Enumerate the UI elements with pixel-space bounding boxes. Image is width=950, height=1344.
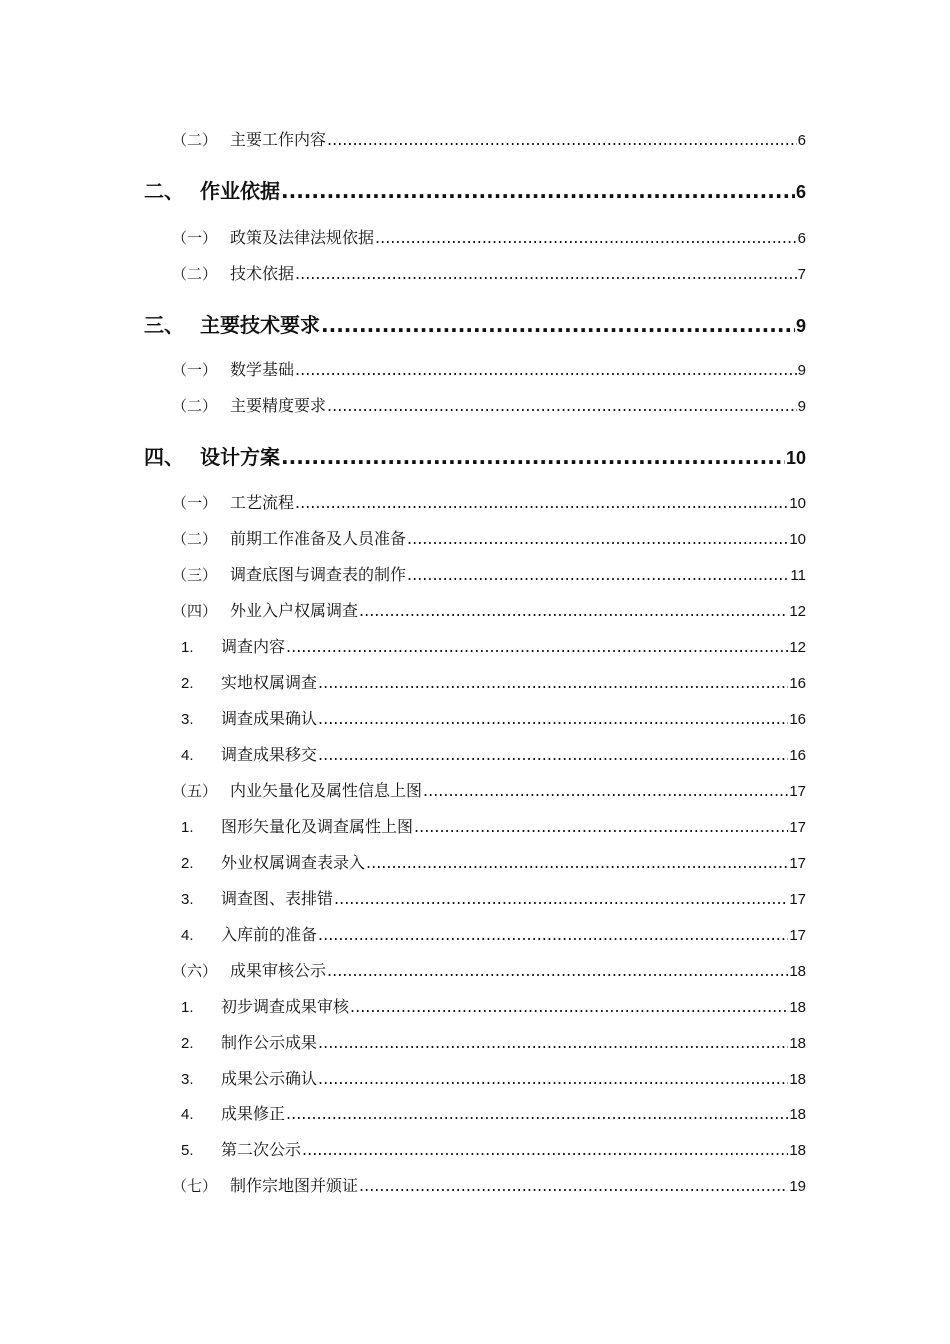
toc-entry[interactable] xyxy=(181,1030,806,1053)
toc-entry-number: （二） xyxy=(172,397,218,415)
toc-entry-number: 5. xyxy=(181,1142,194,1159)
toc-dot-leader xyxy=(295,360,797,379)
toc-entry-title: 初步调查成果审核 xyxy=(221,997,350,1016)
toc-dot-leader xyxy=(366,853,788,872)
toc-dot-leader xyxy=(281,179,795,203)
toc-entry[interactable] xyxy=(181,1101,806,1124)
toc-entry-page-number: 17 xyxy=(789,819,806,836)
toc-entry-title: 成果修正 xyxy=(221,1104,286,1123)
toc-entry-title: 调查成果移交 xyxy=(221,745,318,764)
toc-entry[interactable] xyxy=(172,357,806,380)
toc-entry[interactable] xyxy=(172,127,806,150)
toc-dot-leader xyxy=(359,1176,788,1195)
toc-entry[interactable] xyxy=(172,958,806,981)
toc-entry-number: （二） xyxy=(172,530,218,548)
toc-dot-leader xyxy=(327,396,797,415)
toc-entry[interactable] xyxy=(172,1173,806,1196)
toc-entry-title: 成果公示确认 xyxy=(221,1069,318,1088)
toc-entry[interactable] xyxy=(181,634,806,657)
toc-entry-number: 4. xyxy=(181,927,194,944)
toc-entry-number: （七） xyxy=(172,1177,218,1195)
toc-entry-number: （一） xyxy=(172,229,218,247)
toc-entry-title: 制作宗地图并颁证 xyxy=(230,1176,359,1195)
toc-entry[interactable] xyxy=(144,441,806,470)
toc-entry-number: 4. xyxy=(181,1106,194,1123)
toc-entry-number: 1. xyxy=(181,819,194,836)
toc-entry-page-number: 17 xyxy=(789,891,806,908)
toc-entry-number: 二、 xyxy=(144,179,184,203)
toc-entry-title: 内业矢量化及属性信息上图 xyxy=(230,781,423,800)
toc-entry-title: 数学基础 xyxy=(230,360,295,379)
toc-dot-leader xyxy=(327,130,797,149)
toc-entry[interactable] xyxy=(172,393,806,416)
toc-dot-leader xyxy=(318,1069,788,1088)
toc-entry[interactable] xyxy=(144,309,806,338)
toc-entry-number: （四） xyxy=(172,602,218,620)
toc-entry-page-number: 17 xyxy=(789,927,806,944)
toc-entry-page-number: 17 xyxy=(789,855,806,872)
toc-entry[interactable] xyxy=(181,886,806,909)
toc-entry-page-number: 12 xyxy=(789,639,806,656)
toc-entry-number: 2. xyxy=(181,1035,194,1052)
toc-entry-title: 调查底图与调查表的制作 xyxy=(230,565,407,584)
toc-entry[interactable] xyxy=(172,261,806,284)
toc-dot-leader xyxy=(302,1140,788,1159)
toc-dot-leader xyxy=(407,529,788,548)
toc-dot-leader xyxy=(375,228,797,247)
toc-entry-page-number: 12 xyxy=(789,603,806,620)
toc-entry[interactable] xyxy=(181,670,806,693)
toc-entry[interactable] xyxy=(181,706,806,729)
toc-entry-page-number: 10 xyxy=(789,495,806,512)
toc-dot-leader xyxy=(318,745,788,764)
toc-entry-title: 调查成果确认 xyxy=(221,709,318,728)
toc-entry[interactable] xyxy=(181,922,806,945)
toc-entry-number: （一） xyxy=(172,361,218,379)
toc-entry-number: （五） xyxy=(172,782,218,800)
toc-entry-title: 作业依据 xyxy=(200,179,280,203)
toc-dot-leader xyxy=(359,601,788,620)
toc-entry-title: 前期工作准备及人员准备 xyxy=(230,529,407,548)
toc-entry-title: 设计方案 xyxy=(200,445,280,469)
toc-entry-title: 第二次公示 xyxy=(221,1140,302,1159)
toc-entry-page-number: 18 xyxy=(789,963,806,980)
toc-entry-title: 外业权属调查表录入 xyxy=(221,853,366,872)
toc-entry-title: 制作公示成果 xyxy=(221,1033,318,1052)
toc-dot-leader xyxy=(281,445,785,469)
toc-entry[interactable] xyxy=(172,490,806,513)
toc-entry-page-number: 18 xyxy=(789,1035,806,1052)
toc-entry-number: 1. xyxy=(181,639,194,656)
toc-entry-number: 3. xyxy=(181,891,194,908)
toc-entry-page-number: 9 xyxy=(797,398,806,415)
toc-entry-page-number: 6 xyxy=(797,230,806,247)
toc-entry[interactable] xyxy=(172,778,806,801)
toc-entry-page-number: 6 xyxy=(795,182,806,202)
toc-entry-title: 调查内容 xyxy=(221,637,286,656)
toc-entry-page-number: 18 xyxy=(789,999,806,1016)
toc-entry[interactable] xyxy=(172,598,806,621)
toc-entry[interactable] xyxy=(172,225,806,248)
toc-entry-page-number: 10 xyxy=(785,448,806,468)
toc-entry-title: 入库前的准备 xyxy=(221,925,318,944)
toc-entry-title: 政策及法律法规依据 xyxy=(230,228,375,247)
toc-entry-title: 成果审核公示 xyxy=(230,961,327,980)
toc-dot-leader xyxy=(414,817,788,836)
toc-entry-page-number: 16 xyxy=(789,675,806,692)
toc-entry-page-number: 9 xyxy=(797,362,806,379)
toc-entry-number: （一） xyxy=(172,494,218,512)
toc-entry-title: 实地权属调查 xyxy=(221,673,318,692)
toc-entry[interactable] xyxy=(144,175,806,204)
toc-entry-number: 2. xyxy=(181,855,194,872)
toc-entry-page-number: 7 xyxy=(797,266,806,283)
toc-entry-page-number: 17 xyxy=(789,783,806,800)
toc-entry[interactable] xyxy=(181,1137,806,1160)
toc-entry-page-number: 16 xyxy=(789,747,806,764)
toc-entry-page-number: 6 xyxy=(797,132,806,149)
toc-dot-leader xyxy=(334,889,788,908)
toc-entry-title: 主要精度要求 xyxy=(230,396,327,415)
toc-entry-number: 三、 xyxy=(144,313,184,337)
toc-entry-number: 2. xyxy=(181,675,194,692)
toc-dot-leader xyxy=(286,1104,788,1123)
toc-entry-page-number: 18 xyxy=(789,1142,806,1159)
toc-dot-leader xyxy=(318,709,788,728)
toc-dot-leader xyxy=(318,925,788,944)
toc-dot-leader xyxy=(295,493,788,512)
toc-dot-leader xyxy=(407,565,789,584)
toc-entry-title: 工艺流程 xyxy=(230,493,295,512)
toc-entry-number: （二） xyxy=(172,265,218,283)
toc-entry-number: 1. xyxy=(181,999,194,1016)
toc-entry[interactable] xyxy=(181,850,806,873)
toc-entry-title: 调查图、表排错 xyxy=(221,889,334,908)
toc-entry[interactable] xyxy=(172,526,806,549)
toc-dot-leader xyxy=(318,1033,788,1052)
toc-dot-leader xyxy=(286,637,788,656)
toc-entry-number: （二） xyxy=(172,131,218,149)
toc-entry-page-number: 9 xyxy=(795,316,806,336)
toc-entry-number: 3. xyxy=(181,711,194,728)
toc-entry[interactable] xyxy=(181,994,806,1017)
toc-entry-page-number: 16 xyxy=(789,711,806,728)
toc-entry[interactable] xyxy=(181,1066,806,1089)
toc-entry[interactable] xyxy=(181,814,806,837)
toc-entry-page-number: 18 xyxy=(789,1106,806,1123)
toc-entry[interactable] xyxy=(172,562,806,585)
toc-dot-leader xyxy=(318,673,788,692)
toc-entry-title: 主要技术要求 xyxy=(200,313,320,337)
toc-entry-title: 外业入户权属调查 xyxy=(230,601,359,620)
toc-dot-leader xyxy=(295,264,797,283)
toc-entry-number: 3. xyxy=(181,1071,194,1088)
toc-dot-leader xyxy=(327,961,788,980)
toc-entry-title: 图形矢量化及调查属性上图 xyxy=(221,817,414,836)
toc-entry-number: 四、 xyxy=(144,445,184,469)
toc-dot-leader xyxy=(350,997,788,1016)
toc-entry-title: 主要工作内容 xyxy=(230,130,327,149)
toc-dot-leader xyxy=(321,313,795,337)
toc-entry-number: （六） xyxy=(172,962,218,980)
toc-entry[interactable] xyxy=(181,742,806,765)
toc-entry-page-number: 10 xyxy=(789,531,806,548)
toc-entry-page-number: 18 xyxy=(789,1071,806,1088)
toc-dot-leader xyxy=(423,781,788,800)
toc-entry-title: 技术依据 xyxy=(230,264,295,283)
toc-entry-number: 4. xyxy=(181,747,194,764)
toc-entry-page-number: 11 xyxy=(790,567,806,584)
toc-entry-page-number: 19 xyxy=(789,1178,806,1195)
toc-entry-number: （三） xyxy=(172,566,218,584)
